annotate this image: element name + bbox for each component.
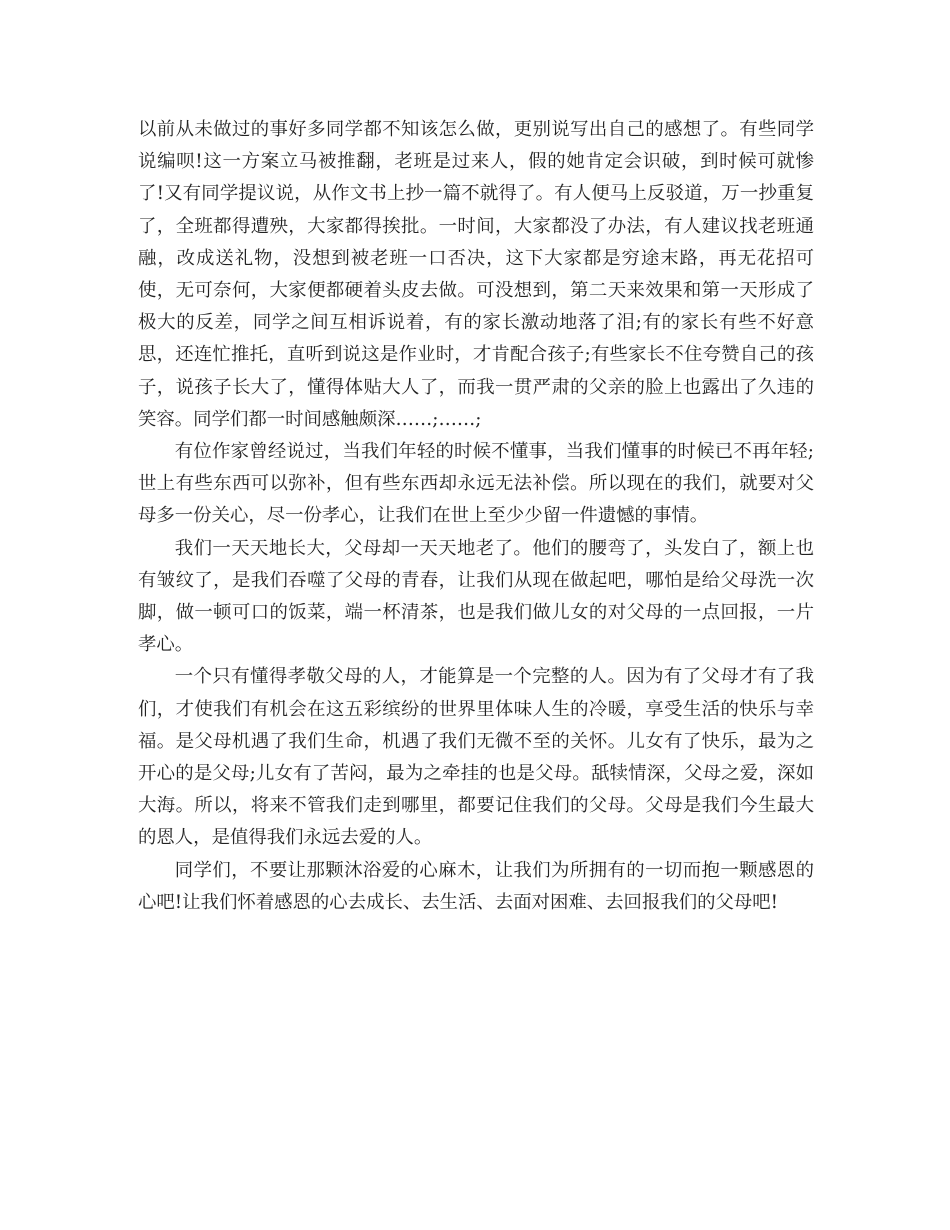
paragraph-4: 一个只有懂得孝敬父母的人，才能算是一个完整的人。因为有了父母才有了我们，才使我们有机会在这五彩缤纷的世界里体味人生的冷暖，享受生活的快乐与幸福。是父母机遇了我们生命，机遇了我们无微不至的关怀。儿女有了快乐，最为之开心的是父母;儿女有了苦闷，最为之牵挂的也是父母。舐犊情深，父母之爱，深如大海。所以，将来不管我们走到哪里，都要记住我们的父母。父母是我们今生最大的恩人，是值得我们永远去爱的人。 (138, 666, 814, 849)
paragraph-5: 同学们，不要让那颗沐浴爱的心麻木，让我们为所拥有的一切而抱一颗感恩的心吧!让我们怀着感恩的心去成长、去生活、去面对困难、去回报我们的父母吧! (138, 859, 814, 913)
paragraph-1: 以前从未做过的事好多同学都不知该怎么做，更别说写出自己的感想了。有些同学说编呗!这一方案立马被推翻，老班是过来人，假的她肯定会识破，到时候可就惨了!又有同学提议说，从作文书上抄一篇不就得了。有人便马上反驳道，万一抄重复了，全班都得遭殃，大家都得挨批。一时间，大家都没了办法，有人建议找老班通融，改成送礼物，没想到被老班一口否决，这下大家都是穷途末路，再无花招可使，无可奈何，大家便都硬着头皮去做。可没想到，第二天来效果和第一天形成了极大的反差，同学之间互相诉说着，有的家长激动地落了泪;有的家长有些不好意思，还连忙推托，直听到说这是作业时，才肯配合孩子;有些家长不住夸赞自己的孩子，说孩子长大了，懂得体贴大人了，而我一贯严肃的父亲的脸上也露出了久违的笑容。同学们都一时间感触颇深……;……; (138, 119, 814, 430)
paragraph-2: 有位作家曾经说过，当我们年轻的时候不懂事，当我们懂事的时候已不再年轻;世上有些东西可以弥补，但有些东西却永远无法补偿。所以现在的我们，就要对父母多一份关心，尽一份孝心，让我们在世上至少少留一件遗憾的事情。 (138, 441, 814, 527)
document-body (138, 114, 814, 919)
paragraph-3: 我们一天天地长大，父母却一天天地老了。他们的腰弯了，头发白了，额上也有皱纹了，是我们吞噬了父母的青春，让我们从现在做起吧，哪怕是给父母洗一次脚，做一顿可口的饭菜，端一杯清茶，也是我们做儿女的对父母的一点回报，一片孝心。 (138, 537, 814, 656)
